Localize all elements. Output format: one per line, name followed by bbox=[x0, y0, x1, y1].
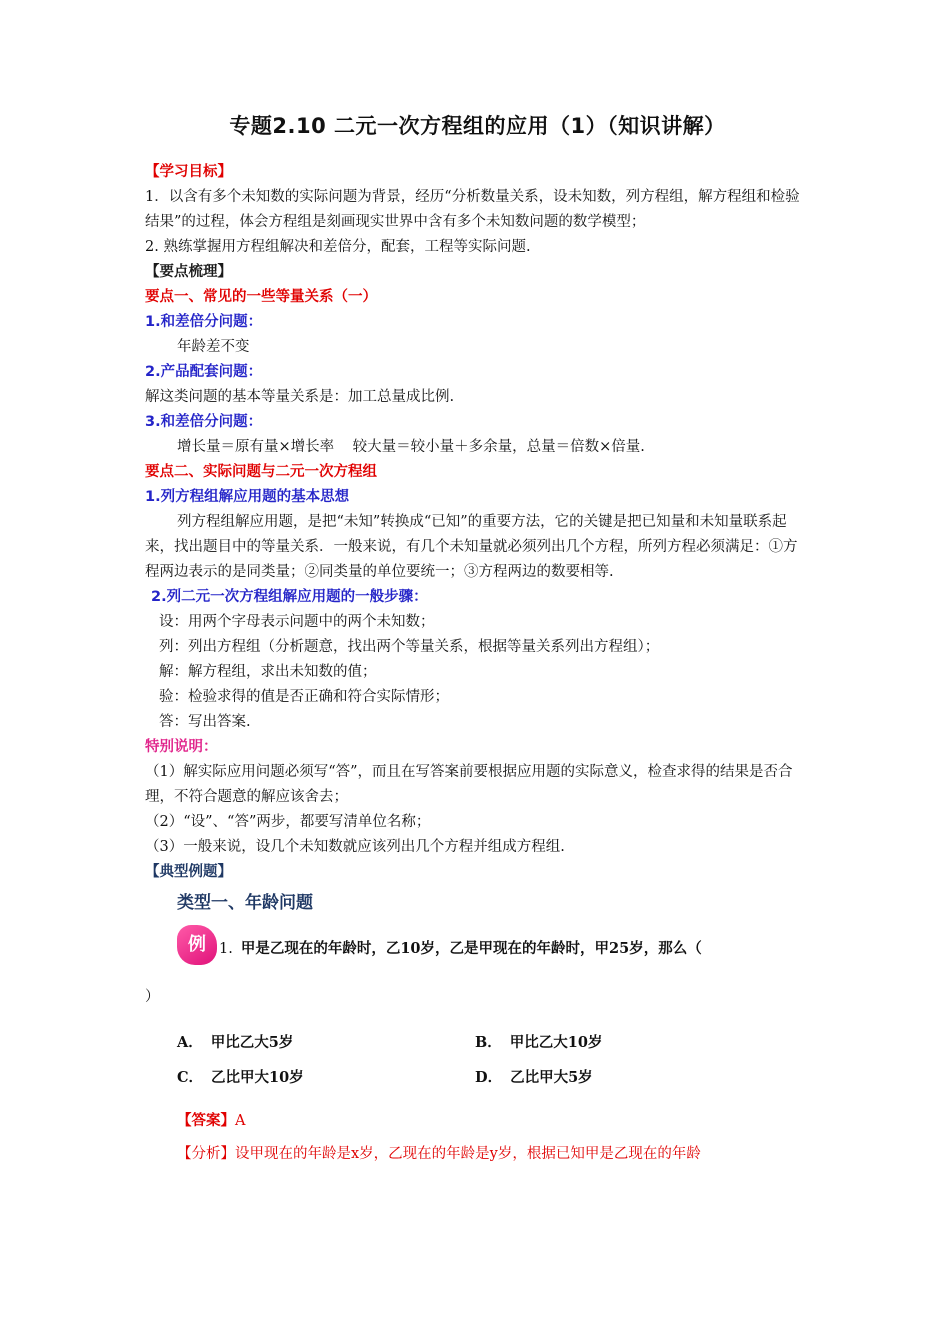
step-item: 解：解方程组，求出未知数的值； bbox=[159, 664, 377, 680]
options-group bbox=[145, 1024, 810, 1094]
point2-sub1-text: 列方程组解应用题，是把“未知”转换成“已知”的重要方法，它的关键是把已知量和未知量联系起来，找出题目中的等量关系．一般来说，有几个未知量就必须列出几个方程，所列方程必须满足：①方程两边表示的是同类量；②同类量的单位要统一；③方程两边的数要相等. bbox=[145, 514, 798, 580]
step-item: 列：列出方程组（分析题意，找出两个等量关系，根据等量关系列出方程组）； bbox=[159, 639, 660, 655]
option-text: 甲比乙大5岁 bbox=[210, 1034, 294, 1051]
options-row bbox=[177, 1059, 810, 1094]
question-continuation: ） bbox=[145, 989, 160, 1005]
example-question bbox=[145, 925, 810, 977]
goal-item: 2. 熟练掌握用方程组解决和差倍分，配套，工程等实际问题. bbox=[145, 239, 531, 255]
question-number: 1. bbox=[219, 941, 233, 957]
point2-title: 要点二、实际问题与二元一次方程组 bbox=[145, 464, 377, 480]
option-text: 甲比乙大10岁 bbox=[509, 1034, 603, 1051]
special-note-item: （1）解实际应用问题必须写“答”，而且在写答案前要根据应用题的实际意义，检查求得的结果是否合理，不符合题意的解应该舍去； bbox=[145, 764, 793, 805]
point1-sub2-text: 解这类问题的基本等量关系是：加工总量成比例. bbox=[145, 389, 455, 405]
point2-sub1-title: 1.列方程组解应用题的基本思想 bbox=[145, 489, 350, 505]
answer-label: 【答案】 bbox=[177, 1112, 235, 1129]
special-note-title: 特别说明： bbox=[145, 739, 218, 755]
answer-line bbox=[177, 1104, 810, 1138]
option-letter: C． bbox=[177, 1069, 204, 1086]
option-a[interactable] bbox=[177, 1031, 475, 1052]
option-letter: B． bbox=[475, 1034, 502, 1051]
special-note-item: （3）一般来说，设几个未知数就应该列出几个方程并组成方程组. bbox=[145, 839, 565, 855]
answer-value: A bbox=[235, 1113, 246, 1129]
goals-header: 【学习目标】 bbox=[145, 164, 232, 180]
goal-item: 1．以含有多个未知数的实际问题为背景，经历“分析数量关系，设未知数，列方程组，解方程组和检验结果”的过程，体会方程组是刻画现实世界中含有多个未知数问题的数学模型； bbox=[145, 189, 800, 230]
step-item: 验：检验求得的值是否正确和符合实际情形； bbox=[159, 689, 449, 705]
answer-block bbox=[145, 1104, 810, 1171]
example-badge-icon: 例 bbox=[177, 925, 217, 965]
examples-header: 【典型例题】 bbox=[145, 864, 232, 880]
point1-sub2-title: 2.产品配套问题： bbox=[145, 364, 263, 380]
analysis-line bbox=[177, 1138, 810, 1171]
option-c[interactable] bbox=[177, 1066, 475, 1087]
type1-title: 类型一、年龄问题 bbox=[177, 893, 313, 913]
option-text: 乙比甲大5岁 bbox=[510, 1069, 593, 1086]
special-note-item: （2）“设”、“答”两步，都要写清单位名称； bbox=[145, 814, 431, 830]
options-row bbox=[177, 1024, 810, 1059]
question-text bbox=[219, 937, 702, 958]
point2-sub2-title: 2.列二元一次方程组解应用题的一般步骤： bbox=[151, 589, 428, 605]
analysis-text: 设甲现在的年龄是x岁，乙现在的年龄是y岁，根据已知甲是乙现在的年龄 bbox=[235, 1146, 701, 1162]
point1-sub1-text: 年龄差不变 bbox=[177, 339, 250, 355]
option-b[interactable] bbox=[475, 1031, 773, 1052]
question-body: 甲是乙现在的年龄时，乙10岁，乙是甲现在的年龄时，甲25岁，那么（ bbox=[240, 940, 702, 957]
analysis-label: 【分析】 bbox=[177, 1146, 235, 1162]
document-page bbox=[145, 110, 810, 1171]
point1-sub3-text: 增长量＝原有量×增长率 较大量＝较小量＋多余量，总量＝倍数×倍量. bbox=[177, 439, 645, 455]
option-text: 乙比甲大10岁 bbox=[211, 1069, 304, 1086]
point1-sub1-title: 1.和差倍分问题： bbox=[145, 314, 263, 330]
page-title: 专题2.10 二元一次方程组的应用（1）（知识讲解） bbox=[229, 114, 726, 138]
option-letter: D． bbox=[475, 1069, 503, 1086]
point1-title: 要点一、常见的一些等量关系（一） bbox=[145, 289, 377, 305]
step-item: 设：用两个字母表示问题中的两个未知数； bbox=[159, 614, 435, 630]
step-item: 答：写出答案. bbox=[159, 714, 251, 730]
summary-header: 【要点梳理】 bbox=[145, 264, 232, 280]
point1-sub3-title: 3.和差倍分问题： bbox=[145, 414, 263, 430]
option-letter: A． bbox=[177, 1034, 203, 1051]
option-d[interactable] bbox=[475, 1066, 773, 1087]
